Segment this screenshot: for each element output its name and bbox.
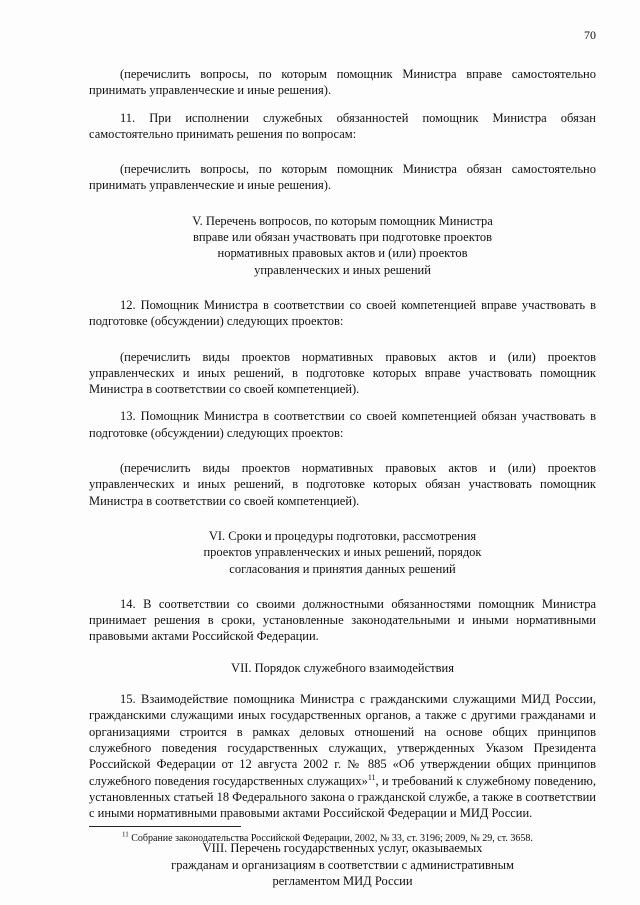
paragraph-14: 14. В соответствии со своими должностными обязанностями помощник Министра принимает решения в сроки, установленные законодательными и иными нормативными правовыми актами Российской Федерации. [89,596,596,644]
heading-line: согласования и принятия данных решений [229,561,456,576]
heading-line: гражданам и организациям в соответствии с административным [171,857,514,872]
page-number: 70 [584,28,596,42]
heading-line: V. Перечень вопросов, по которым помощник Министра [192,213,493,228]
section-heading-v [89,213,596,278]
paragraph-15-text-cont: , и требований к служебному поведению, установленных статьей 18 Федерального закона о гражданской службе, а также в соответствии с иными нормативными правовыми актами Российской Федерации и МИД России. [89,773,596,821]
heading-line: проектов управленческих и иных решений, порядок [203,545,482,560]
section-heading-vi [89,528,596,577]
footnote-divider [89,826,241,827]
heading-line: VI. Сроки и процедуры подготовки, рассмотрения [208,528,477,543]
heading-line: управленческих и иных решений [254,262,431,277]
paragraph-list-rights: (перечислить вопросы, по которым помощник Министра вправе самостоятельно принимать управленческие и иные решения). [89,67,596,98]
footnote-reference: 11 [367,772,376,782]
paragraph-13: 13. Помощник Министра в соответствии со своей компетенцией обязан участвовать в подготовке (обсуждении) следующих проектов: [89,409,596,440]
paragraph-11: 11. При исполнении служебных обязанностей помощник Министра обязан самостоятельно принимать решения по вопросам: [89,110,596,141]
section-heading-viii [89,840,596,889]
page-body [89,66,596,889]
footnote-text: Собрание законодательства Российской Федерации, 2002, № 33, ст. 3196; 2009, № 29, ст. 3658. [128,833,533,844]
footnote [122,832,596,845]
heading-line: регламентом МИД России [272,873,413,888]
section-heading-vii: VII. Порядок служебного взаимодействия [231,660,454,675]
heading-line: вправе или обязан участвовать при подготовке проектов [192,230,493,245]
paragraph-list-obligations: (перечислить вопросы, по которым помощник Министра обязан самостоятельно принимать управленческие и иные решения). [89,162,596,193]
paragraph-15-text: 15. Взаимодействие помощника Министра с гражданскими служащими МИД России, гражданскими служащими иных государственных органов, а также с другими гражданами и организациями строится в рамках деловых отношений на основе общих принципов служебного поведения государственных служащих, утвержденных Указом Президента Российской Федерации от 12 августа 2002 г. № 885 «Об утверждении общих принципов служебного поведения государственных служащих» [89,692,596,788]
heading-line: нормативных правовых актов и (или) проектов [217,246,468,261]
heading-line: VIII. Перечень государственных услуг, оказываемых [202,841,483,856]
paragraph-12: 12. Помощник Министра в соответствии со своей компетенцией вправе участвовать в подготовке (обсуждении) следующих проектов: [89,297,596,329]
paragraph-15 [89,691,596,821]
footnote-mark: 11 [122,830,129,839]
paragraph-list-must-participate: (перечислить виды проектов нормативных правовых актов и (или) проектов управленческих и иных решений, в подготовке которых обязан участвовать помощник Министра в соответствии со своей компетенцией). [89,461,596,508]
paragraph-list-may-participate: (перечислить виды проектов нормативных правовых актов и (или) проектов управленческих и иных решений, в подготовке которых вправе участвовать помощник Министра в соответствии со своей компетенцией). [89,349,596,397]
